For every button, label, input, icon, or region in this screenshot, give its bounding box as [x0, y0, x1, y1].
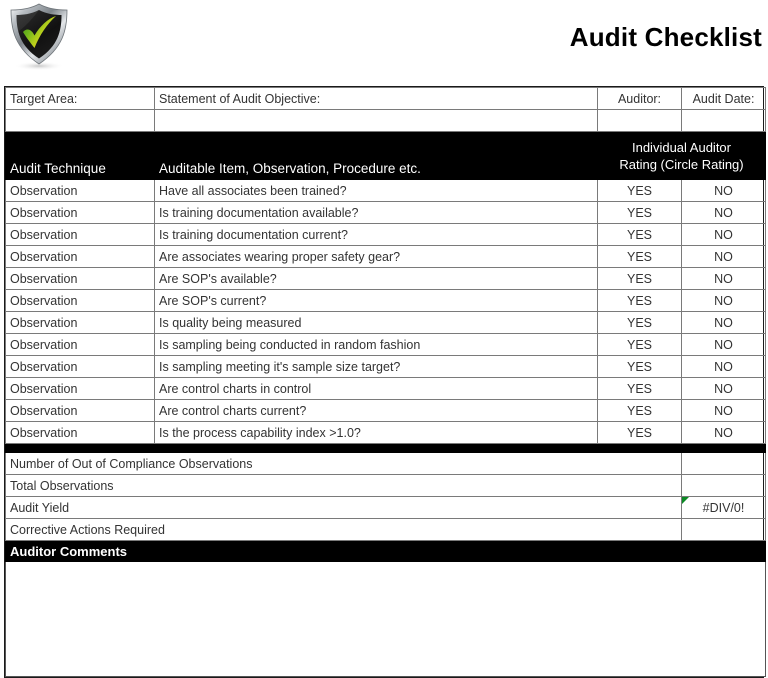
cell-technique: Observation: [6, 422, 155, 444]
table-row: [6, 378, 766, 400]
summary-label: Audit Yield: [6, 497, 682, 519]
checklist-sheet: [4, 86, 764, 678]
rating-no[interactable]: NO: [682, 246, 766, 268]
rating-no[interactable]: NO: [682, 180, 766, 202]
summary-value[interactable]: [682, 519, 766, 541]
table-row: [6, 422, 766, 444]
table-row: [6, 268, 766, 290]
rating-no[interactable]: NO: [682, 202, 766, 224]
rating-yes[interactable]: YES: [598, 180, 682, 202]
rating-yes[interactable]: YES: [598, 202, 682, 224]
cell-item: Is training documentation available?: [155, 202, 598, 224]
cell-technique: Observation: [6, 202, 155, 224]
cell-item: Are SOP's available?: [155, 268, 598, 290]
rating-yes[interactable]: YES: [598, 268, 682, 290]
input-auditor[interactable]: [598, 110, 682, 132]
column-header-technique: Audit Technique: [6, 132, 155, 180]
table-row: [6, 180, 766, 202]
cell-technique: Observation: [6, 334, 155, 356]
auditor-comments-heading: Auditor Comments: [6, 541, 766, 562]
cell-item: Are SOP's current?: [155, 290, 598, 312]
rating-no[interactable]: NO: [682, 400, 766, 422]
table-row: [6, 356, 766, 378]
rating-yes[interactable]: YES: [598, 224, 682, 246]
cell-technique: Observation: [6, 290, 155, 312]
cell-technique: Observation: [6, 400, 155, 422]
rating-no[interactable]: NO: [682, 312, 766, 334]
summary-value-text: #DIV/0!: [702, 500, 745, 515]
auditor-comments-row: [6, 562, 766, 677]
label-auditor: Auditor:: [598, 88, 682, 110]
table-row: [6, 224, 766, 246]
rating-line-1: Individual Auditor: [631, 139, 731, 155]
summary-row: [6, 497, 766, 519]
label-statement: Statement of Audit Objective:: [155, 88, 598, 110]
cell-item: Is training documentation current?: [155, 224, 598, 246]
rating-yes[interactable]: YES: [598, 246, 682, 268]
summary-label: Number of Out of Compliance Observations: [6, 453, 682, 475]
cell-technique: Observation: [6, 378, 155, 400]
cell-technique: Observation: [6, 246, 155, 268]
document-header: [0, 0, 768, 80]
info-label-row: [6, 88, 766, 110]
cell-technique: Observation: [6, 268, 155, 290]
section-separator: [6, 444, 766, 453]
page-title: Audit Checklist: [569, 22, 762, 52]
rating-yes[interactable]: YES: [598, 378, 682, 400]
rating-no[interactable]: NO: [682, 378, 766, 400]
cell-item: Have all associates been trained?: [155, 180, 598, 202]
table-row: [6, 312, 766, 334]
rating-yes[interactable]: YES: [598, 290, 682, 312]
cell-item: Are control charts current?: [155, 400, 598, 422]
cell-technique: Observation: [6, 356, 155, 378]
column-header-rating: [598, 132, 766, 180]
cell-technique: Observation: [6, 312, 155, 334]
label-target-area: Target Area:: [6, 88, 155, 110]
rating-yes[interactable]: YES: [598, 312, 682, 334]
table-column-header: [6, 132, 766, 180]
summary-label: Corrective Actions Required: [6, 519, 682, 541]
rating-yes[interactable]: YES: [598, 422, 682, 444]
input-audit-date[interactable]: [682, 110, 766, 132]
table-row: [6, 202, 766, 224]
input-target-area[interactable]: [6, 110, 155, 132]
summary-label: Total Observations: [6, 475, 682, 497]
cell-technique: Observation: [6, 180, 155, 202]
label-audit-date: Audit Date:: [682, 88, 766, 110]
auditor-comments-header: [6, 541, 766, 562]
rating-yes[interactable]: YES: [598, 400, 682, 422]
summary-value[interactable]: [682, 497, 766, 519]
column-header-item: Auditable Item, Observation, Procedure etc.: [155, 132, 598, 180]
auditor-comments-input[interactable]: [6, 562, 766, 677]
rating-no[interactable]: NO: [682, 290, 766, 312]
cell-item: Are associates wearing proper safety gear?: [155, 246, 598, 268]
cell-item: Are control charts in control: [155, 378, 598, 400]
summary-row: [6, 475, 766, 497]
error-flag-icon: [682, 497, 689, 504]
info-value-row: [6, 110, 766, 132]
rating-no[interactable]: NO: [682, 268, 766, 290]
rating-no[interactable]: NO: [682, 422, 766, 444]
rating-no[interactable]: NO: [682, 334, 766, 356]
shield-check-icon: [6, 2, 72, 72]
cell-item: Is the process capability index >1.0?: [155, 422, 598, 444]
summary-value[interactable]: [682, 475, 766, 497]
cell-item: Is sampling being conducted in random fashion: [155, 334, 598, 356]
summary-row: [6, 519, 766, 541]
summary-row: [6, 453, 766, 475]
rating-yes[interactable]: YES: [598, 356, 682, 378]
cell-item: Is quality being measured: [155, 312, 598, 334]
rating-no[interactable]: NO: [682, 356, 766, 378]
summary-value[interactable]: [682, 453, 766, 475]
input-statement[interactable]: [155, 110, 598, 132]
table-row: [6, 290, 766, 312]
table-row: [6, 246, 766, 268]
cell-technique: Observation: [6, 224, 155, 246]
table-row: [6, 334, 766, 356]
checklist-table: [5, 87, 766, 677]
table-row: [6, 400, 766, 422]
rating-line-2: Rating (Circle Rating): [619, 156, 744, 172]
cell-item: Is sampling meeting it's sample size target?: [155, 356, 598, 378]
rating-no[interactable]: NO: [682, 224, 766, 246]
rating-yes[interactable]: YES: [598, 334, 682, 356]
